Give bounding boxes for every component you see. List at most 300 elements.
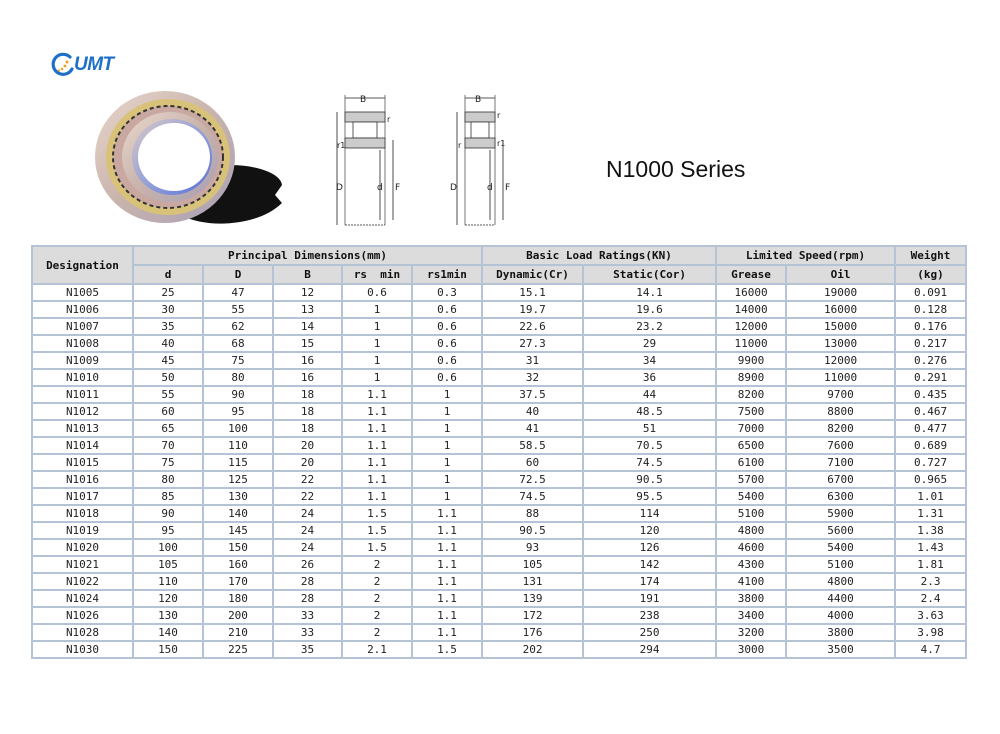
cell-grease-speed: 4300 bbox=[716, 556, 786, 573]
cell-oil-speed: 5400 bbox=[786, 539, 895, 556]
cell-designation: N1009 bbox=[32, 352, 133, 369]
cell-rs1-min: 1.1 bbox=[412, 539, 482, 556]
cell-static-cor: 14.1 bbox=[583, 284, 716, 301]
cell-dynamic-cr: 22.6 bbox=[482, 318, 583, 335]
table-row bbox=[32, 505, 966, 522]
cell-oil-speed: 5100 bbox=[786, 556, 895, 573]
cell-rs-min: 1 bbox=[342, 352, 412, 369]
cell-D: 75 bbox=[203, 352, 273, 369]
cell-oil-speed: 6700 bbox=[786, 471, 895, 488]
cell-dynamic-cr: 176 bbox=[482, 624, 583, 641]
cell-dynamic-cr: 19.7 bbox=[482, 301, 583, 318]
cell-D: 110 bbox=[203, 437, 273, 454]
table-row bbox=[32, 352, 966, 369]
cell-B: 14 bbox=[273, 318, 342, 335]
cell-d: 110 bbox=[133, 573, 203, 590]
cell-rs1-min: 1.1 bbox=[412, 573, 482, 590]
cell-weight: 0.128 bbox=[895, 301, 966, 318]
cell-weight: 2.3 bbox=[895, 573, 966, 590]
table-row bbox=[32, 335, 966, 352]
cell-designation: N1021 bbox=[32, 556, 133, 573]
cell-rs1-min: 1 bbox=[412, 471, 482, 488]
cell-oil-speed: 7600 bbox=[786, 437, 895, 454]
cross-section-diagram-1 bbox=[335, 90, 415, 230]
cell-B: 13 bbox=[273, 301, 342, 318]
cell-rs-min: 1.1 bbox=[342, 420, 412, 437]
cell-designation: N1016 bbox=[32, 471, 133, 488]
table-row bbox=[32, 301, 966, 318]
cell-static-cor: 36 bbox=[583, 369, 716, 386]
cell-dynamic-cr: 31 bbox=[482, 352, 583, 369]
cell-D: 200 bbox=[203, 607, 273, 624]
cell-D: 160 bbox=[203, 556, 273, 573]
cell-d: 130 bbox=[133, 607, 203, 624]
cross-section-diagram-2 bbox=[445, 90, 525, 230]
cell-dynamic-cr: 60 bbox=[482, 454, 583, 471]
cell-B: 16 bbox=[273, 369, 342, 386]
cell-grease-speed: 3400 bbox=[716, 607, 786, 624]
cell-grease-speed: 8200 bbox=[716, 386, 786, 403]
header-basic-load-ratings: Basic Load Ratings(KN) bbox=[482, 246, 716, 265]
table-row bbox=[32, 420, 966, 437]
cell-dynamic-cr: 105 bbox=[482, 556, 583, 573]
svg-text:d: d bbox=[377, 183, 383, 193]
cell-d: 60 bbox=[133, 403, 203, 420]
cell-grease-speed: 4100 bbox=[716, 573, 786, 590]
cell-dynamic-cr: 90.5 bbox=[482, 522, 583, 539]
cell-D: 95 bbox=[203, 403, 273, 420]
cell-B: 24 bbox=[273, 522, 342, 539]
table-row bbox=[32, 369, 966, 386]
cell-dynamic-cr: 202 bbox=[482, 641, 583, 658]
cell-dynamic-cr: 37.5 bbox=[482, 386, 583, 403]
cell-designation: N1017 bbox=[32, 488, 133, 505]
cell-D: 80 bbox=[203, 369, 273, 386]
cell-rs1-min: 1.1 bbox=[412, 590, 482, 607]
cell-dynamic-cr: 32 bbox=[482, 369, 583, 386]
cell-static-cor: 250 bbox=[583, 624, 716, 641]
cell-rs-min: 1 bbox=[342, 369, 412, 386]
cell-rs1-min: 1.5 bbox=[412, 641, 482, 658]
cell-grease-speed: 4800 bbox=[716, 522, 786, 539]
cell-grease-speed: 3800 bbox=[716, 590, 786, 607]
cell-weight: 0.091 bbox=[895, 284, 966, 301]
cell-weight: 1.01 bbox=[895, 488, 966, 505]
cell-grease-speed: 16000 bbox=[716, 284, 786, 301]
cell-d: 45 bbox=[133, 352, 203, 369]
table-row bbox=[32, 386, 966, 403]
cell-B: 16 bbox=[273, 352, 342, 369]
cell-designation: N1018 bbox=[32, 505, 133, 522]
cell-grease-speed: 3000 bbox=[716, 641, 786, 658]
cell-d: 140 bbox=[133, 624, 203, 641]
cell-rs-min: 1.1 bbox=[342, 437, 412, 454]
cell-rs-min: 1.5 bbox=[342, 505, 412, 522]
cell-dynamic-cr: 58.5 bbox=[482, 437, 583, 454]
cell-rs-min: 2.1 bbox=[342, 641, 412, 658]
specification-table bbox=[31, 245, 967, 659]
table-row bbox=[32, 556, 966, 573]
table-row bbox=[32, 488, 966, 505]
cell-d: 150 bbox=[133, 641, 203, 658]
cell-rs1-min: 1 bbox=[412, 420, 482, 437]
cell-grease-speed: 6100 bbox=[716, 454, 786, 471]
cell-static-cor: 174 bbox=[583, 573, 716, 590]
cell-weight: 3.63 bbox=[895, 607, 966, 624]
cell-D: 100 bbox=[203, 420, 273, 437]
cell-rs-min: 2 bbox=[342, 624, 412, 641]
cell-rs1-min: 0.6 bbox=[412, 335, 482, 352]
logo-swirl-icon bbox=[50, 52, 76, 78]
cell-static-cor: 23.2 bbox=[583, 318, 716, 335]
cell-weight: 3.98 bbox=[895, 624, 966, 641]
cell-D: 47 bbox=[203, 284, 273, 301]
cell-rs-min: 1.1 bbox=[342, 386, 412, 403]
cell-grease-speed: 7500 bbox=[716, 403, 786, 420]
cell-rs1-min: 1 bbox=[412, 454, 482, 471]
cell-static-cor: 34 bbox=[583, 352, 716, 369]
cell-designation: N1022 bbox=[32, 573, 133, 590]
cell-rs1-min: 0.6 bbox=[412, 369, 482, 386]
cell-D: 55 bbox=[203, 301, 273, 318]
cell-rs-min: 2 bbox=[342, 573, 412, 590]
cell-d: 105 bbox=[133, 556, 203, 573]
sub-header-row bbox=[32, 265, 966, 284]
cell-designation: N1026 bbox=[32, 607, 133, 624]
cell-oil-speed: 5900 bbox=[786, 505, 895, 522]
cell-designation: N1024 bbox=[32, 590, 133, 607]
cell-static-cor: 44 bbox=[583, 386, 716, 403]
cell-weight: 0.965 bbox=[895, 471, 966, 488]
cell-designation: N1007 bbox=[32, 318, 133, 335]
header-dynamic: Dynamic(Cr) bbox=[482, 265, 583, 284]
cell-designation: N1005 bbox=[32, 284, 133, 301]
cell-B: 28 bbox=[273, 573, 342, 590]
table-row bbox=[32, 590, 966, 607]
cell-weight: 0.689 bbox=[895, 437, 966, 454]
cell-d: 30 bbox=[133, 301, 203, 318]
cell-dynamic-cr: 15.1 bbox=[482, 284, 583, 301]
cell-weight: 0.217 bbox=[895, 335, 966, 352]
cell-D: 225 bbox=[203, 641, 273, 658]
cell-static-cor: 142 bbox=[583, 556, 716, 573]
cell-oil-speed: 9700 bbox=[786, 386, 895, 403]
cell-d: 95 bbox=[133, 522, 203, 539]
cell-weight: 0.176 bbox=[895, 318, 966, 335]
table-row bbox=[32, 471, 966, 488]
cell-designation: N1014 bbox=[32, 437, 133, 454]
cell-B: 20 bbox=[273, 454, 342, 471]
cell-oil-speed: 3800 bbox=[786, 624, 895, 641]
cell-grease-speed: 11000 bbox=[716, 335, 786, 352]
cell-B: 28 bbox=[273, 590, 342, 607]
cell-B: 22 bbox=[273, 488, 342, 505]
cell-designation: N1010 bbox=[32, 369, 133, 386]
cell-designation: N1011 bbox=[32, 386, 133, 403]
cell-rs1-min: 0.6 bbox=[412, 318, 482, 335]
cell-grease-speed: 6500 bbox=[716, 437, 786, 454]
cell-rs1-min: 1 bbox=[412, 403, 482, 420]
cell-d: 75 bbox=[133, 454, 203, 471]
cell-weight: 2.4 bbox=[895, 590, 966, 607]
header-designation: Designation bbox=[32, 246, 133, 284]
cell-dynamic-cr: 41 bbox=[482, 420, 583, 437]
cell-static-cor: 70.5 bbox=[583, 437, 716, 454]
svg-text:F: F bbox=[395, 183, 401, 193]
table-row bbox=[32, 403, 966, 420]
header-rs-min: rs min bbox=[342, 265, 412, 284]
cell-weight: 0.477 bbox=[895, 420, 966, 437]
cell-D: 125 bbox=[203, 471, 273, 488]
cell-B: 24 bbox=[273, 539, 342, 556]
header-grease: Grease bbox=[716, 265, 786, 284]
cell-rs-min: 1 bbox=[342, 318, 412, 335]
cell-oil-speed: 15000 bbox=[786, 318, 895, 335]
cell-rs-min: 1.1 bbox=[342, 454, 412, 471]
cell-oil-speed: 6300 bbox=[786, 488, 895, 505]
svg-text:F: F bbox=[505, 183, 511, 193]
cell-D: 90 bbox=[203, 386, 273, 403]
cell-rs1-min: 0.3 bbox=[412, 284, 482, 301]
cell-rs1-min: 1 bbox=[412, 437, 482, 454]
cell-static-cor: 90.5 bbox=[583, 471, 716, 488]
cell-static-cor: 51 bbox=[583, 420, 716, 437]
cell-rs-min: 1.5 bbox=[342, 522, 412, 539]
cell-oil-speed: 13000 bbox=[786, 335, 895, 352]
header-oil: Oil bbox=[786, 265, 895, 284]
cell-D: 145 bbox=[203, 522, 273, 539]
cell-grease-speed: 7000 bbox=[716, 420, 786, 437]
table-row bbox=[32, 607, 966, 624]
bearing-product-image bbox=[90, 85, 285, 235]
cell-dynamic-cr: 93 bbox=[482, 539, 583, 556]
cell-dynamic-cr: 88 bbox=[482, 505, 583, 522]
cell-static-cor: 114 bbox=[583, 505, 716, 522]
cell-oil-speed: 11000 bbox=[786, 369, 895, 386]
header-D: D bbox=[203, 265, 273, 284]
cell-rs1-min: 1 bbox=[412, 488, 482, 505]
cell-oil-speed: 8800 bbox=[786, 403, 895, 420]
svg-text:r: r bbox=[497, 111, 501, 120]
cell-dynamic-cr: 139 bbox=[482, 590, 583, 607]
cell-dynamic-cr: 40 bbox=[482, 403, 583, 420]
svg-text:D: D bbox=[450, 183, 457, 193]
cell-B: 20 bbox=[273, 437, 342, 454]
cell-designation: N1013 bbox=[32, 420, 133, 437]
cell-d: 100 bbox=[133, 539, 203, 556]
cell-weight: 0.727 bbox=[895, 454, 966, 471]
cell-D: 140 bbox=[203, 505, 273, 522]
cell-static-cor: 48.5 bbox=[583, 403, 716, 420]
table-row bbox=[32, 454, 966, 471]
cell-static-cor: 126 bbox=[583, 539, 716, 556]
cell-B: 26 bbox=[273, 556, 342, 573]
cell-rs1-min: 0.6 bbox=[412, 301, 482, 318]
cell-d: 55 bbox=[133, 386, 203, 403]
cell-B: 18 bbox=[273, 386, 342, 403]
table-row bbox=[32, 522, 966, 539]
cell-dynamic-cr: 27.3 bbox=[482, 335, 583, 352]
cell-D: 150 bbox=[203, 539, 273, 556]
header-static: Static(Cor) bbox=[583, 265, 716, 284]
header-weight-unit: (kg) bbox=[895, 265, 966, 284]
cell-rs1-min: 1.1 bbox=[412, 522, 482, 539]
cell-rs-min: 1 bbox=[342, 335, 412, 352]
cell-oil-speed: 16000 bbox=[786, 301, 895, 318]
cell-oil-speed: 8200 bbox=[786, 420, 895, 437]
table-row bbox=[32, 641, 966, 658]
cell-rs-min: 2 bbox=[342, 590, 412, 607]
cell-oil-speed: 5600 bbox=[786, 522, 895, 539]
cell-grease-speed: 5100 bbox=[716, 505, 786, 522]
cell-D: 62 bbox=[203, 318, 273, 335]
header-B: B bbox=[273, 265, 342, 284]
cell-designation: N1006 bbox=[32, 301, 133, 318]
cell-weight: 1.31 bbox=[895, 505, 966, 522]
cell-rs-min: 1.1 bbox=[342, 488, 412, 505]
cell-grease-speed: 14000 bbox=[716, 301, 786, 318]
cell-dynamic-cr: 74.5 bbox=[482, 488, 583, 505]
cell-D: 170 bbox=[203, 573, 273, 590]
cell-B: 33 bbox=[273, 624, 342, 641]
cell-rs1-min: 1 bbox=[412, 386, 482, 403]
svg-text:r: r bbox=[458, 141, 462, 150]
svg-text:d: d bbox=[487, 183, 493, 193]
cell-rs-min: 2 bbox=[342, 607, 412, 624]
cell-weight: 0.467 bbox=[895, 403, 966, 420]
cell-rs1-min: 1.1 bbox=[412, 505, 482, 522]
cell-rs1-min: 0.6 bbox=[412, 352, 482, 369]
cell-d: 25 bbox=[133, 284, 203, 301]
cell-static-cor: 95.5 bbox=[583, 488, 716, 505]
cell-B: 12 bbox=[273, 284, 342, 301]
cell-rs-min: 1.1 bbox=[342, 403, 412, 420]
cell-grease-speed: 4600 bbox=[716, 539, 786, 556]
cell-d: 70 bbox=[133, 437, 203, 454]
cell-designation: N1012 bbox=[32, 403, 133, 420]
table-row bbox=[32, 573, 966, 590]
cell-oil-speed: 4000 bbox=[786, 607, 895, 624]
table-body bbox=[32, 284, 966, 658]
cell-static-cor: 191 bbox=[583, 590, 716, 607]
cell-static-cor: 120 bbox=[583, 522, 716, 539]
svg-text:r1: r1 bbox=[497, 139, 506, 148]
cell-static-cor: 294 bbox=[583, 641, 716, 658]
cell-weight: 1.38 bbox=[895, 522, 966, 539]
cell-weight: 1.81 bbox=[895, 556, 966, 573]
cell-weight: 0.435 bbox=[895, 386, 966, 403]
cell-d: 50 bbox=[133, 369, 203, 386]
table-row bbox=[32, 437, 966, 454]
logo-text: UMT bbox=[74, 54, 114, 75]
cell-B: 24 bbox=[273, 505, 342, 522]
cell-B: 18 bbox=[273, 403, 342, 420]
cell-weight: 0.276 bbox=[895, 352, 966, 369]
header-weight: Weight bbox=[895, 246, 966, 265]
cell-grease-speed: 5700 bbox=[716, 471, 786, 488]
cell-rs1-min: 1.1 bbox=[412, 607, 482, 624]
cell-rs-min: 2 bbox=[342, 556, 412, 573]
cell-designation: N1028 bbox=[32, 624, 133, 641]
cell-rs-min: 1.1 bbox=[342, 471, 412, 488]
cell-d: 85 bbox=[133, 488, 203, 505]
cell-B: 35 bbox=[273, 641, 342, 658]
cell-d: 35 bbox=[133, 318, 203, 335]
cell-oil-speed: 7100 bbox=[786, 454, 895, 471]
cell-d: 40 bbox=[133, 335, 203, 352]
cell-static-cor: 29 bbox=[583, 335, 716, 352]
cell-D: 115 bbox=[203, 454, 273, 471]
cell-grease-speed: 9900 bbox=[716, 352, 786, 369]
cell-designation: N1020 bbox=[32, 539, 133, 556]
cell-B: 15 bbox=[273, 335, 342, 352]
cell-static-cor: 19.6 bbox=[583, 301, 716, 318]
svg-text:r1: r1 bbox=[337, 141, 346, 150]
cell-B: 18 bbox=[273, 420, 342, 437]
cell-B: 33 bbox=[273, 607, 342, 624]
cell-oil-speed: 4400 bbox=[786, 590, 895, 607]
cell-grease-speed: 3200 bbox=[716, 624, 786, 641]
header-d: d bbox=[133, 265, 203, 284]
cell-rs-min: 1 bbox=[342, 301, 412, 318]
svg-text:D: D bbox=[336, 183, 343, 193]
cell-dynamic-cr: 172 bbox=[482, 607, 583, 624]
cell-oil-speed: 4800 bbox=[786, 573, 895, 590]
header-rs1-min: rs1min bbox=[412, 265, 482, 284]
svg-text:r: r bbox=[387, 115, 391, 124]
cell-weight: 0.291 bbox=[895, 369, 966, 386]
cell-designation: N1015 bbox=[32, 454, 133, 471]
cell-rs1-min: 1.1 bbox=[412, 556, 482, 573]
cell-rs-min: 1.5 bbox=[342, 539, 412, 556]
cell-dynamic-cr: 131 bbox=[482, 573, 583, 590]
table-row bbox=[32, 284, 966, 301]
header-limited-speed: Limited Speed(rpm) bbox=[716, 246, 895, 265]
svg-text:B: B bbox=[475, 95, 482, 105]
header-principal-dimensions: Principal Dimensions(mm) bbox=[133, 246, 482, 265]
cell-designation: N1019 bbox=[32, 522, 133, 539]
page-title: N1000 Series bbox=[606, 156, 746, 182]
cell-rs1-min: 1.1 bbox=[412, 624, 482, 641]
cell-d: 65 bbox=[133, 420, 203, 437]
cell-weight: 4.7 bbox=[895, 641, 966, 658]
cell-static-cor: 238 bbox=[583, 607, 716, 624]
table-row bbox=[32, 318, 966, 335]
cell-D: 180 bbox=[203, 590, 273, 607]
cell-designation: N1008 bbox=[32, 335, 133, 352]
cell-oil-speed: 3500 bbox=[786, 641, 895, 658]
cell-d: 80 bbox=[133, 471, 203, 488]
brand-logo bbox=[50, 52, 114, 78]
cell-B: 22 bbox=[273, 471, 342, 488]
cell-D: 68 bbox=[203, 335, 273, 352]
cell-rs-min: 0.6 bbox=[342, 284, 412, 301]
cell-d: 90 bbox=[133, 505, 203, 522]
cell-grease-speed: 8900 bbox=[716, 369, 786, 386]
cell-D: 210 bbox=[203, 624, 273, 641]
cell-grease-speed: 5400 bbox=[716, 488, 786, 505]
svg-text:B: B bbox=[360, 95, 367, 105]
group-header-row bbox=[32, 246, 966, 265]
cell-dynamic-cr: 72.5 bbox=[482, 471, 583, 488]
cell-weight: 1.43 bbox=[895, 539, 966, 556]
cell-oil-speed: 12000 bbox=[786, 352, 895, 369]
cell-d: 120 bbox=[133, 590, 203, 607]
table-row bbox=[32, 539, 966, 556]
cell-oil-speed: 19000 bbox=[786, 284, 895, 301]
cell-designation: N1030 bbox=[32, 641, 133, 658]
cell-grease-speed: 12000 bbox=[716, 318, 786, 335]
